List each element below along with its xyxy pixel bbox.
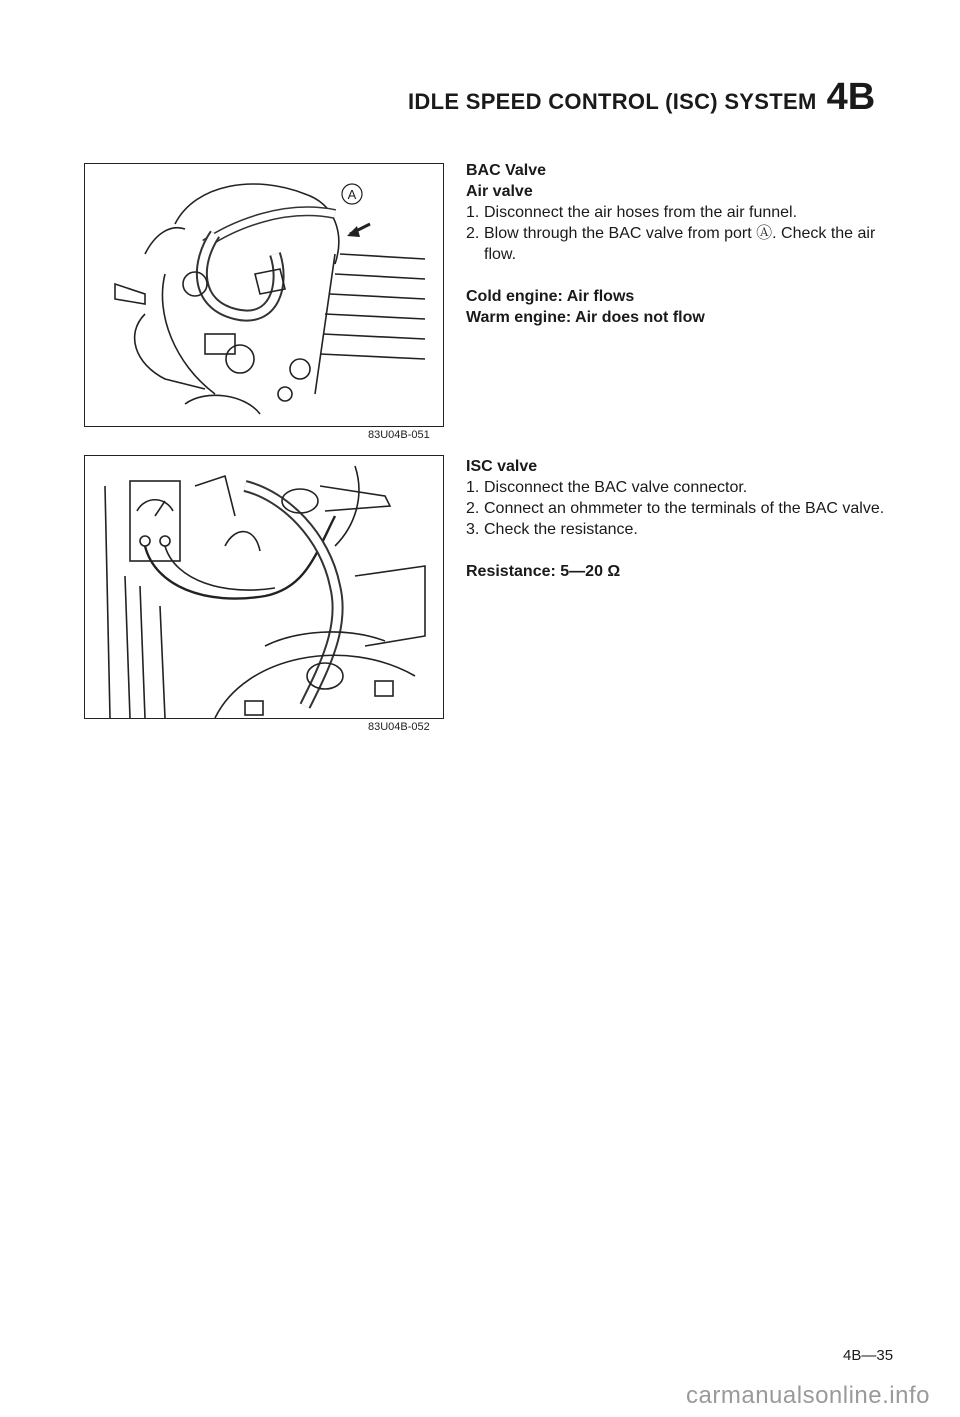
figure-caption-2: 83U04B-052: [368, 721, 430, 733]
list-item: [466, 202, 906, 223]
spec-resistance: Resistance: 5—20 Ω: [466, 563, 621, 580]
step-text: Disconnect the BAC valve connector.: [484, 479, 748, 496]
step-number: 1.: [466, 204, 480, 221]
step-text: Connect an ohmmeter to the terminals of the BAC valve.: [484, 500, 885, 517]
step-text: Disconnect the air hoses from the air funnel.: [484, 204, 798, 221]
isc-valve-section: [466, 456, 906, 582]
step-number: 3.: [466, 521, 480, 538]
step-number: 2.: [466, 500, 480, 517]
step-number: 1.: [466, 479, 480, 496]
section-number: 4B: [826, 76, 876, 118]
figure-caption-1: 83U04B-051: [368, 429, 430, 441]
list-item: [466, 223, 906, 265]
isc-valve-heading: ISC valve: [466, 458, 538, 475]
step-number: 2.: [466, 225, 480, 242]
bac-valve-section: [466, 160, 906, 328]
page-header: [408, 78, 875, 116]
bac-valve-heading: BAC Valve: [466, 162, 547, 179]
page-number: 4B—35: [843, 1347, 894, 1364]
list-item: [466, 519, 906, 540]
air-valve-heading: Air valve: [466, 183, 533, 200]
engine-illustration-1: [85, 164, 443, 426]
spec-warm-engine: Warm engine: Air does not flow: [466, 309, 705, 326]
list-item: [466, 498, 906, 519]
figure-bac-valve: [84, 163, 444, 427]
step-text: Blow through the BAC valve from port Ⓐ. Check the air flow.: [484, 225, 876, 263]
figure-isc-valve: [84, 455, 444, 719]
page-title: IDLE SPEED CONTROL (ISC) SYSTEM: [408, 89, 817, 114]
callout-a: A: [347, 187, 357, 202]
step-text: Check the resistance.: [484, 521, 638, 538]
engine-illustration-2: [85, 456, 443, 718]
spec-cold-engine: Cold engine: Air flows: [466, 288, 635, 305]
list-item: [466, 477, 906, 498]
watermark: carmanualsonline.info: [686, 1382, 930, 1409]
